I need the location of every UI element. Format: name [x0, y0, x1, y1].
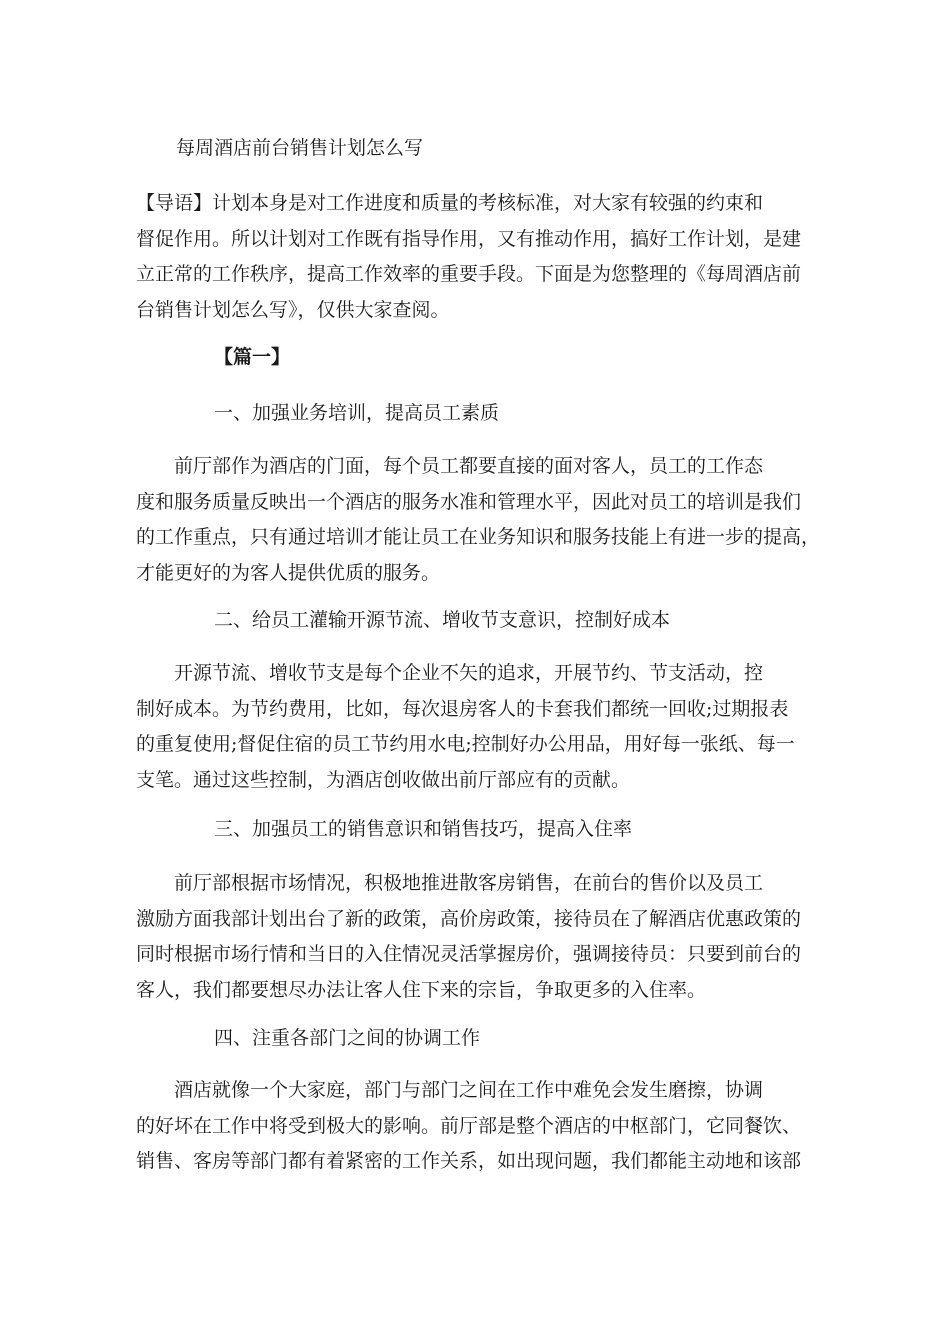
- section-paragraph-2: [136, 656, 816, 799]
- paragraph-line: 才能更好的为客人提供优质的服务。: [136, 562, 441, 585]
- paragraph-line: 度和服务质量反映出一个酒店的服务水准和管理水平，因此对员工的培训是我们: [136, 490, 802, 513]
- intro-line: 【导语】计划本身是对工作进度和质量的考核标准，对大家有较强的约束和: [136, 192, 764, 214]
- intro-line: 督促作用。所以计划对工作既有指导作用，又有推动作用，搞好工作计划，是建: [136, 227, 802, 250]
- section-paragraph-4: [136, 1073, 816, 1180]
- section-heading-1: 一、加强业务培训，提高员工素质: [214, 402, 500, 424]
- section-heading-2: 二、给员工灌输开源节流、增收节支意识，控制好成本: [214, 609, 671, 631]
- paragraph-line: 支笔。通过这些控制，为酒店创收做出前厅部应有的贡献。: [136, 769, 631, 792]
- paragraph-line: 酒店就像一个大家庭，部门与部门之间在工作中难免会发生磨擦，协调: [136, 1079, 764, 1101]
- section-heading-3: 三、加强员工的销售意识和销售技巧，提高入住率: [214, 818, 633, 840]
- paragraph-line: 的重复使用;督促住宿的员工节约用水电;控制好办公用品，用好每一张纸、每一: [136, 733, 795, 756]
- paragraph-line: 开源节流、增收节支是每个企业不矢的追求，开展节约、节支活动，控: [136, 662, 764, 684]
- section-paragraph-1: [136, 449, 821, 592]
- paragraph-line: 的工作重点，只有通过培训才能让员工在业务知识和服务技能上有进一步的提高，: [136, 526, 821, 549]
- document-title: 每周酒店前台销售计划怎么写: [176, 137, 424, 159]
- section-paragraph-3: [136, 866, 816, 1009]
- paragraph-line: 前厅部根据市场情况，积极地推进散客房销售，在前台的售价以及员工: [136, 872, 764, 894]
- section-label: 【篇一】: [214, 346, 291, 368]
- intro-line: 立正常的工作秩序，提高工作效率的重要手段。下面是为您整理的《每周酒店前: [136, 263, 802, 286]
- intro-paragraph: [136, 186, 816, 329]
- paragraph-line: 的好坏在工作中将受到极大的影响。前厅部是整个酒店的中枢部门，它同餐饮、: [136, 1114, 802, 1137]
- paragraph-line: 激励方面我部计划出台了新的政策，高价房政策，接待员在了解酒店优惠政策的: [136, 907, 802, 930]
- section-heading-4: 四、注重各部门之间的协调工作: [214, 1027, 481, 1049]
- paragraph-line: 制好成本。为节约费用，比如，每次退房客人的卡套我们都统一回收;过期报表: [136, 697, 789, 720]
- paragraph-line: 销售、客房等部门都有着紧密的工作关系，如出现问题，我们都能主动地和该部: [136, 1150, 802, 1173]
- paragraph-line: 前厅部作为酒店的门面，每个员工都要直接的面对客人，员工的工作态: [136, 455, 764, 477]
- intro-line: 台销售计划怎么写》，仅供大家查阅。: [136, 299, 450, 322]
- paragraph-line: 同时根据市场行情和当日的入住情况灵活掌握房价，强调接待员：只要到前台的: [136, 943, 802, 966]
- paragraph-line: 客人，我们都要想尽办法让客人住下来的宗旨，争取更多的入住率。: [136, 979, 707, 1002]
